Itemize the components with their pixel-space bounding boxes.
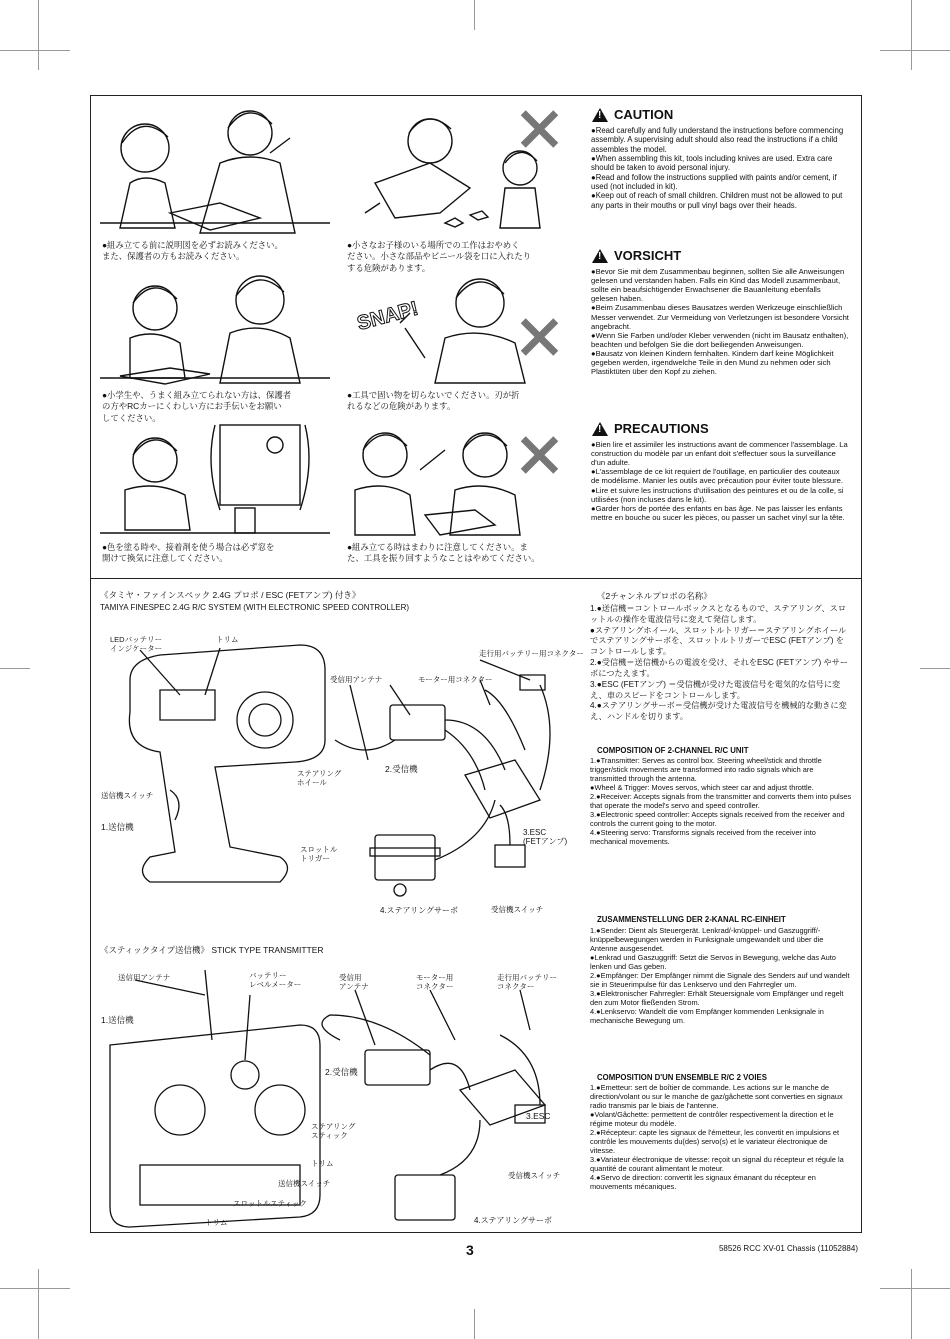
vorsicht-heading [592,248,681,263]
prohibited-x-icon [520,318,558,356]
comp-de-body: 1.●Sender: Dient als Steuergerät. Lenkrad/-knüppel- und Gaszuggriff/- knüppelbewegungen werden in Funksignale umgewandelt und über die Antenne ausgesendet. ●Lenkrad und Gaszuggriff: Setzt die Servos in Bewegung, welche das Auto lenken und Gas geben. 2.●Empfänger: Der Empfänger nimmt die Signale des Senders auf und wandelt sie in Steuerimpulse für das Lenkservo und den Fahrregler um. 3.●Elektronischer Fahrregler: Erhält Steuersignale vom Empfänger und regelt den zum Motor fließenden Strom. 4.●Lenkservo: Wandelt die vom Empfänger kommenden Lenksignale in mechanische Bewegung um. [590,926,850,1026]
label-transmitter-2: 1.送信機 [101,1015,134,1025]
caution-title: CAUTION [614,107,674,122]
label-trim-2: トリム [311,1159,334,1168]
safety-text-ventilation: ●色を塗る時や、接着剤を使う場合は必ず窓を 開けて換気に注意してください。 [102,542,275,564]
section-divider [90,578,862,579]
precautions-body: ●Bien lire et assimiler les instructions avant de commencer l'assemblage. La construction du modèle par un enfant doit s'effectuer sous la surveillance d'un adulte. ●L'assemblage de ce kit requiert de l'outillage, en particulier des couteaux de modélisme. Manier les outils avec précaution pour éviter toute blessure. ●Lire et suivre les instructions d'utilisation des peintures et ou de la colle, si utilisées (non incluses dans le kit). ●Garder hors de portée des enfants en bas âge. Ne pas laisser les enfants mettre en bouche ou sucer les pièces, ou passer un sachet vinyl sur la tête. [591,440,848,522]
illustration-helper-assembly [100,268,330,388]
label-drive-connector-2: 走行用バッテリー コネクター [497,973,557,991]
crop-mark [0,50,70,51]
label-battery-meter: バッテリー レベルメーター [249,971,302,989]
comp-de-title: ZUSAMMENSTELLUNG DER 2-KANAL RC-EINHEIT [597,915,786,924]
label-led-indicator: LEDバッテリー インジケーター [110,635,163,653]
label-drive-battery-connector: 走行用バッテリー用コネクター [479,649,584,658]
stick-transmitter-diagram [100,960,585,1230]
prohibited-x-icon [520,436,558,474]
safety-text-helper: ●小学生や、うまく組み立てられない方は、保護者 の方やRCカーにくわしい方にお手伝いをお願い してください。 [102,390,292,423]
crop-mark [474,1309,475,1339]
comp-fr-title: COMPOSITION D'UN ENSEMBLE R/C 2 VOIES [597,1073,767,1082]
label-rx-antenna-2: 受信用 アンテナ [339,973,369,991]
label-transmitter-switch: 送信機スイッチ [101,791,154,800]
label-motor-connector: モーター用コネクター [418,675,493,684]
crop-mark [880,1288,950,1289]
label-esc: 3.ESC (FETアンプ) [523,828,568,847]
crop-mark [880,50,950,51]
label-esc-2: 3.ESC [526,1111,551,1121]
crop-mark [920,668,950,669]
crop-mark [38,0,39,70]
system1-title-en: TAMIYA FINESPEC 2.4G R/C SYSTEM (WITH ELECTRONIC SPEED CONTROLLER) [100,603,410,612]
warning-triangle-icon [592,422,608,436]
crop-mark [0,668,30,669]
label-receiver-switch: 受信機スイッチ [491,905,544,914]
crop-mark [0,1288,70,1289]
crop-mark [38,1269,39,1339]
label-trim-3: トリム [205,1218,228,1227]
vorsicht-body: ●Bevor Sie mit dem Zusammenbau beginnen, sollten Sie alle Anweisungen gelesen und verstanden haben. Falls ein Kind das Modell zusammenbaut, sollte ein beaufsichtigender Erwachsener die Bauanleitung ebenfalls gelesen haben. ●Beim Zusammenbau dieses Bausatzes werden Werkzeuge einschließlich Messer verwendet. Zur Vermeidung von Verletzungen ist besondere Vorsicht angebracht. ●Wenn Sie Farben und/oder Kleber verwenden (nicht im Bausatz enthalten), beachten und befolgen Sie die dort beiliegenden Anweisungen. ●Bausatz von kleinen Kindern fernhalten. Kindern darf keine Möglichkeit gegeben werden, irgendwelche Teile in den Mund zu nehmen oder sich Plastiktüten über den Kopf zu ziehen. [591,267,849,377]
page-number: 3 [466,1242,474,1258]
label-tx-antenna: 送信用アンテナ [118,973,171,982]
names-jp-title: 《2チャンネルプロポの名称》 [597,591,712,601]
crop-mark [911,0,912,70]
label-receiver: 2.受信機 [385,764,418,774]
crop-mark [474,0,475,30]
warning-triangle-icon [592,108,608,122]
warning-triangle-icon [592,249,608,263]
label-steering-stick: ステアリング スティック [311,1122,356,1140]
precautions-heading [592,421,709,436]
finespec-system-diagram [100,620,585,930]
label-throttle-trigger: スロットル トリガー [300,845,338,863]
label-tx-switch-2: 送信機スイッチ [278,1179,331,1188]
illustration-ventilation [100,420,330,540]
system1-title-jp: 《タミヤ・ファインスペック 2.4G プロポ / ESC (FETアンプ) 付き》 [100,590,361,600]
comp-fr-body: 1.●Emetteur: sert de boîtier de commande. Les actions sur le manche de direction/volant ou sur le manche de gaz/gâchette sont converties en signaux radio transmis par le biais de l'antenne. ●Volant/Gâchette: permettent de contrôler respectivement la direction et le régime moteur du modèle. 2.●Récepteur: capte les signaux de l'émetteur, les convertit en impulsions et contrôle les mouvements du(des) servo(s) et le variateur électronique de vitesse. 3.●Variateur électronique de vitesse: reçoit un signal du récepteur et régule la quantité de courant alimentant le moteur. 4.●Servo de direction: convertit les signaux émanant du récepteur en mouvements mécaniques. [590,1083,844,1192]
vorsicht-title: VORSICHT [614,248,682,263]
label-steering-wheel: ステアリング ホイール [297,769,342,787]
safety-text-tools: ●工具で固い物を切らないでください。刃が折 れるなどの危険があります。 [347,390,520,412]
label-receiver-2: 2.受信機 [325,1067,358,1077]
label-steering-servo: 4.ステアリングサーボ [380,906,459,915]
comp-en-title: COMPOSITION OF 2-CHANNEL R/C UNIT [597,746,749,755]
caution-body: ●Read carefully and fully understand the instructions before commencing assembly. A supervising adult should also read the instructions if a child assembles the model. ●When assembling this kit, tools including knives are used. Extra care should be taken to avoid personal injury. ●Read and follow the instructions supplied with paints and/or cement, if used (not included in kit). ●Keep out of reach of small children. Children must not be allowed to put any parts in their mouths or pull vinyl bags over their heads. [591,126,844,210]
names-jp-body: 1.●送信機＝コントロールボックスとなるもので、ステアリング、スロットルの操作を電波信号に変えて発信します。 ●ステアリングホイール、スロットルトリガー＝ステアリングホイールでステアリングサーボを、スロットルトリガーでESC (FETアンプ) をコントロールします。 2.●受信機＝送信機からの電波を受け、それをESC (FETアンプ) やサーボにつたえます。 3.●ESC (FETアンプ) ＝受信機が受けた電波信号を電気的な信号に変え、車のスピードをコントロールします。 4.●ステアリングサーボ＝受信機が受けた電波信号を機械的な動きに変え、ハンドルを切ります。 [590,604,849,722]
prohibited-x-icon [520,110,558,148]
label-transmitter: 1.送信機 [101,822,134,832]
label-throttle-stick: スロットルスティック [233,1199,307,1208]
footer-code: 58526 RCC XV-01 Chassis (11052884) [718,1244,858,1253]
system2-title: 《スティックタイプ送信機》 STICK TYPE TRANSMITTER [100,945,324,955]
label-receiver-antenna: 受信用アンテナ [330,675,383,684]
label-trim: トリム [216,635,239,644]
illustration-reading-instructions [100,103,330,238]
label-motor-connector-2: モーター用 コネクター [416,973,454,991]
safety-text-read-instructions: ●組み立てる前に説明図を必ずお読みください。 また、保護者の方もお読みください。 [102,240,283,262]
label-rx-switch-2: 受信機スイッチ [508,1171,561,1180]
crop-mark [911,1269,912,1339]
label-steering-servo-2: 4.ステアリングサーボ [474,1216,553,1225]
caution-heading [592,107,673,122]
precautions-title: PRECAUTIONS [614,421,709,436]
snap-label: SNAP! [354,297,421,335]
comp-en-body: 1.●Transmitter: Serves as control box. Steering wheel/stick and throttle trigger/stick movements are transformed into radio signals which are transmitted through the antenna. ●Wheel & Trigger: Moves servos, which steer car and adjust throttle. 2.●Receiver: Accepts signals from the transmitter and converts them into pulses that operate the model's servo and speed controller. 3.●Electronic speed controller: Accepts signals received from the receiver and controls the current going to the motor. 4.●Steering servo: Transforms signals received from the receiver into mechanical movements. [590,756,852,847]
safety-text-small-children: ●小さなお子様のいる場所での工作はおやめく ださい。小さな部品やビニール袋を口に入れたり する危険があります。 [347,240,532,273]
safety-text-surroundings: ●組み立てる時はまわりに注意してください。ま た、工具を振り回すようなことはやめてください。 [347,542,540,564]
